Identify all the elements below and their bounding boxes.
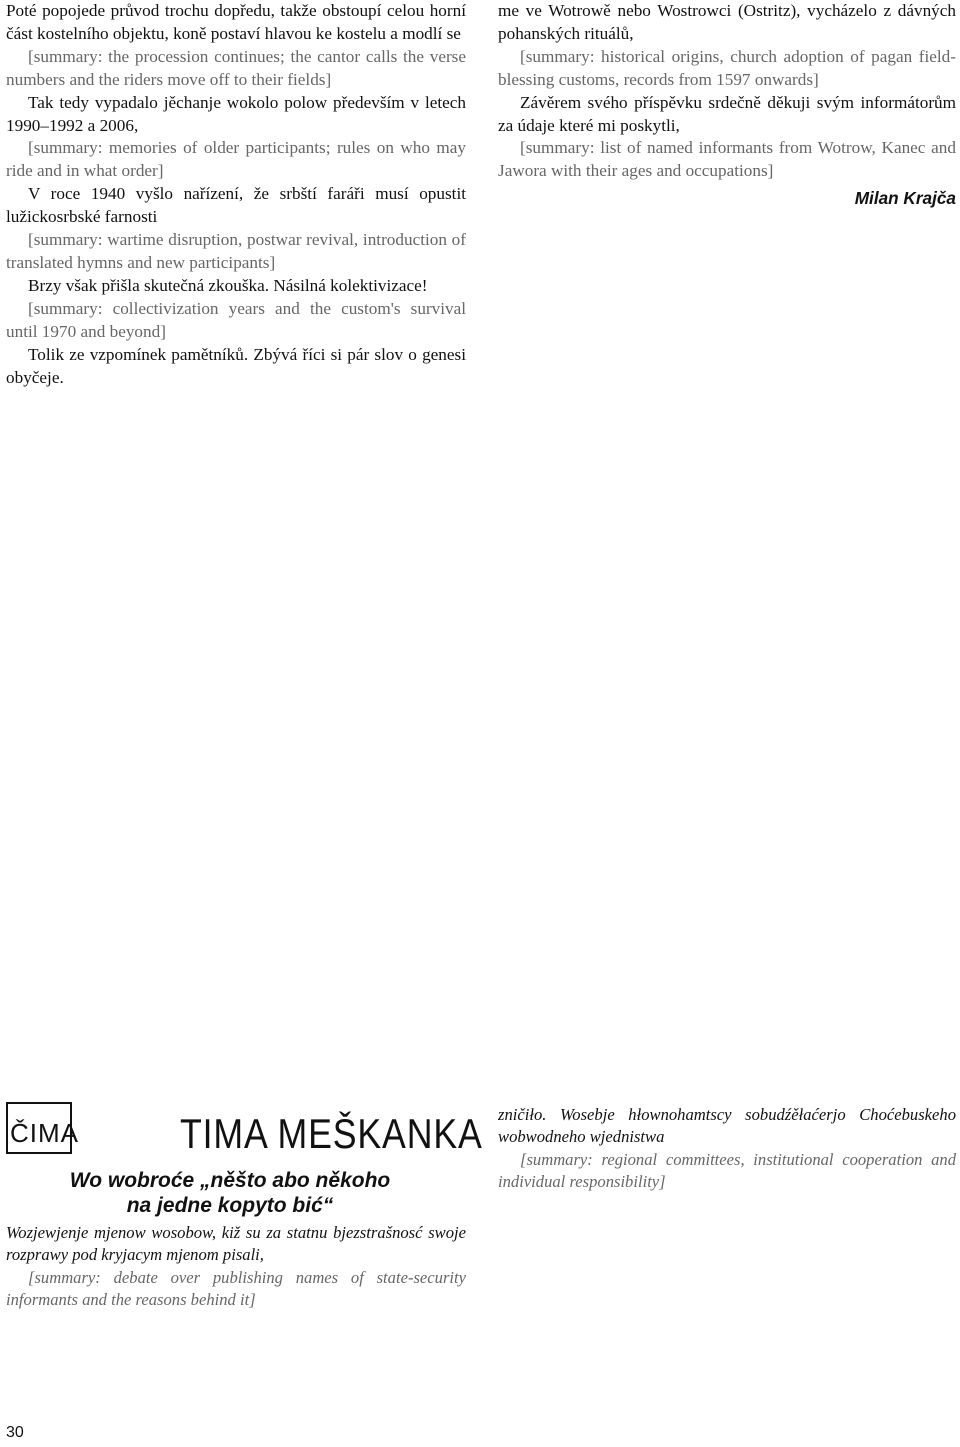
paragraph: [summary: debate over publishing names of state-security informants and the reasons behind it] — [6, 1267, 466, 1309]
paragraph: [summary: list of named informants from Wotrow, Kanec and Jawora with their ages and occupations] — [498, 138, 956, 181]
paragraph: [summary: the procession continues; the cantor calls the verse numbers and the riders move off to their fields] — [6, 46, 466, 89]
page-number: 30 — [6, 1424, 24, 1441]
paragraph: [summary: regional committees, institutional cooperation and individual responsibility] — [498, 1149, 956, 1191]
article-left-column — [6, 0, 466, 389]
paragraph: me ve Wotrowě nebo Wostrowci (Ostritz), vycházelo z dávných pohanských rituálů, — [498, 1, 956, 43]
paragraph: [summary: historical origins, church adoption of pagan field-blessing customs, records from 1597 onwards] — [498, 46, 956, 89]
paragraph: [summary: collectivization years and the custom's survival until 1970 and beyond] — [6, 298, 466, 341]
paragraph: Závěrem svého příspěvku srdečně děkuji svým informátorům za údaje které mi poskytli, — [498, 92, 956, 135]
paragraph: Brzy však přišla skutečná zkouška. Násilná kolektivizace! — [28, 275, 428, 295]
paragraph: Tolik ze vzpomínek pamětníků. Zbývá říci si pár slov o genesi obyčeje. — [6, 344, 466, 387]
paragraph: Wozjewjenje mjenow wosobow, kiž su za statnu bjezstrašnosć swoje rozprawy pod kryjacym mjenom pisali, — [6, 1223, 466, 1265]
paragraph: Poté popojede průvod trochu dopředu, takže obstoupí celou horní část kostelního objektu, koně postaví hlavou ke kostelu a modlí se — [6, 1, 466, 43]
column-author-title: TIMA MEŠKANKA — [180, 1110, 483, 1157]
paragraph: [summary: wartime disruption, postwar revival, introduction of translated hymns and new participants] — [6, 230, 466, 272]
column-headline: Wo wobroće „něšto abo někoho na jedne kopyto bić“ — [69, 1169, 391, 1217]
column-left-text — [6, 1222, 466, 1311]
article-right-column — [498, 0, 956, 210]
column-right-text — [498, 1104, 956, 1193]
paragraph: Tak tedy vypadalo jěchanje wokolo polow především v letech 1990–1992 a 2006, — [6, 92, 466, 135]
paragraph: V roce 1940 vyšlo nařízení, že srbští faráři musí opustit lužickosrbské farnosti — [6, 184, 466, 227]
paragraph: zničiło. Wosebje hłownohamtscy sobudźěłaćerjo Choćebuskeho wobwodneho wjednistwa — [498, 1105, 956, 1147]
column-label: ČIMA — [10, 1118, 79, 1148]
author-signature: Milan Krajča — [854, 188, 956, 209]
paragraph: [summary: memories of older participants; rules on who may ride and in what order] — [6, 138, 466, 181]
